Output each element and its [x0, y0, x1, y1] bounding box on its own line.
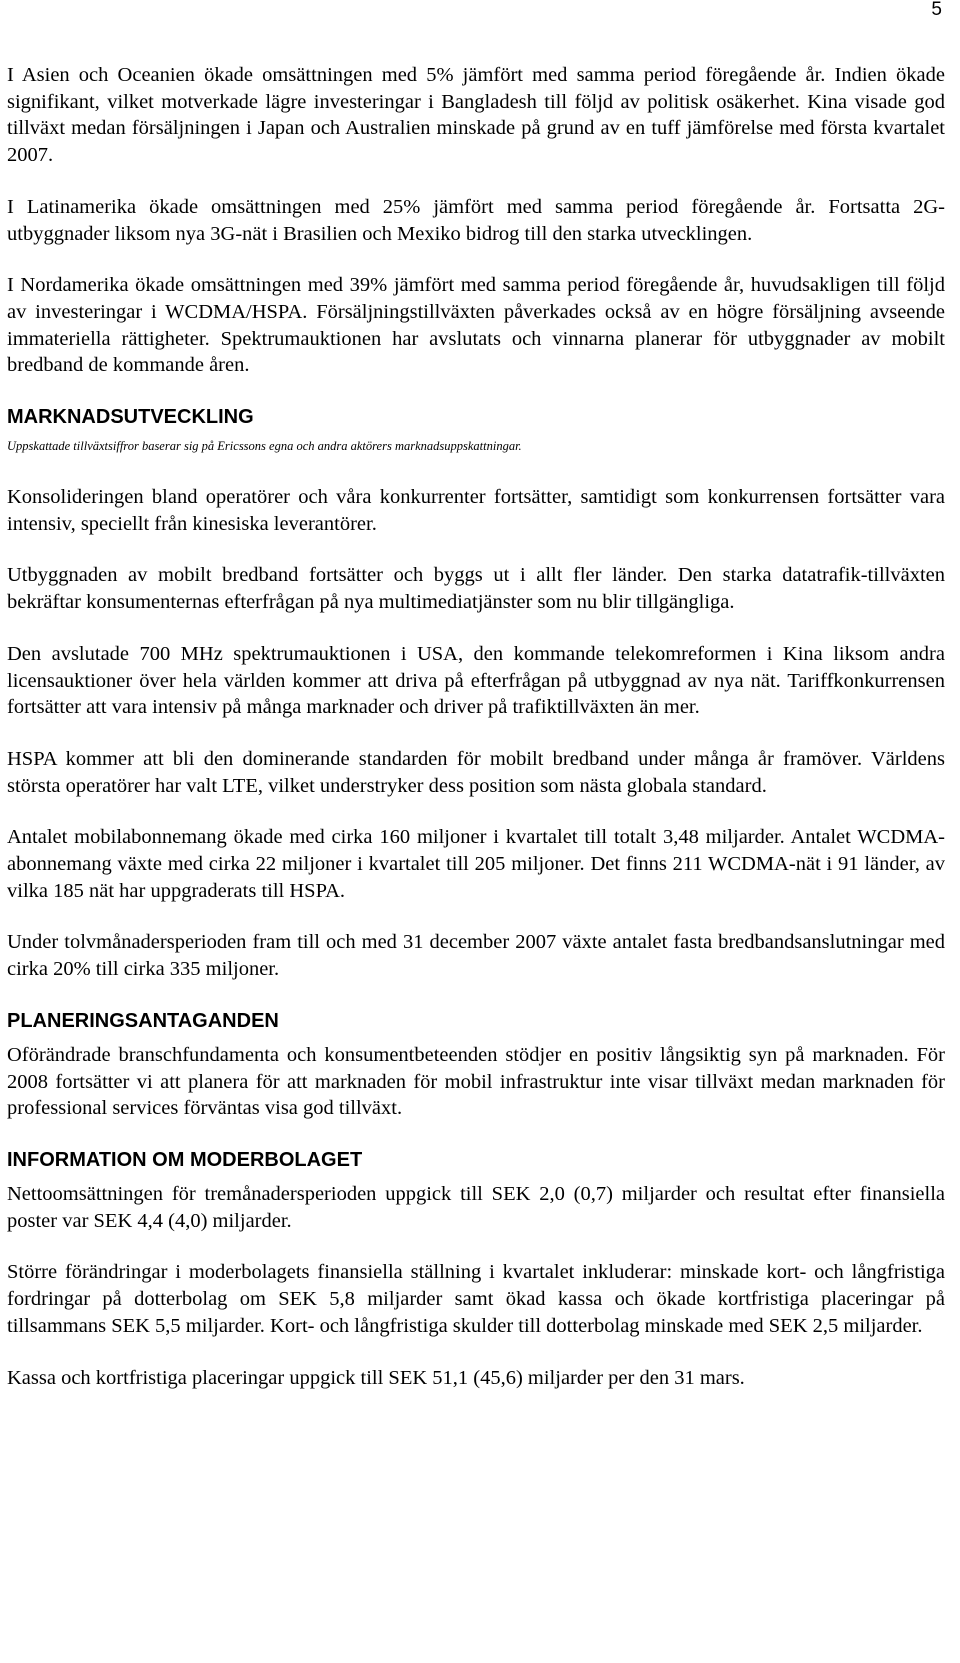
paragraph-subscriptions: Antalet mobilabonnemang ökade med cirka 160 miljoner i kvartalet till totalt 3,48 miljarder. Antalet WCDMA-abonnemang växte med cirka 22 miljoner i kvartalet till 205 miljoner. Det finns 211 WCDMA-nät i 91 länder, av vilka 185 nät har uppgraderats till HSPA. — [7, 826, 945, 902]
heading-planning-assumptions: PLANERINGSANTAGANDEN — [7, 1009, 279, 1032]
market-estimate-note: Uppskattade tillväxtsiffror baserar sig på Ericssons egna och andra aktörers marknadsuppskattningar. — [7, 439, 522, 454]
paragraph-consolidation: Konsolideringen bland operatörer och våra konkurrenter fortsätter, samtidigt som konkurrensen fortsätter vara intensiv, speciellt från kinesiska leverantörer. — [7, 486, 945, 535]
heading-parent-company: INFORMATION OM MODERBOLAGET — [7, 1148, 363, 1171]
paragraph-spectrum-auction: Den avslutade 700 MHz spektrumauktionen i USA, den kommande telekomreformen i Kina liksom andra licensauktioner över hela världen kommer att driva på efterfrågan på utbyggnad av nya nät. Tariffkonkurrensen fortsätter att vara intensiv på många marknader och driver på trafiktillväxten än mer. — [7, 642, 945, 719]
paragraph-north-america: I Nordamerika ökade omsättningen med 39% jämfört med samma period föregående år, huvudsakligen till följd av investeringar i WCDMA/HSPA. Försäljningstillväxten påverkades också av en högre försäljning avseende immateriella rättigheter. Spektrumauktionen har avslutats och vinnarna planerar för utbyggnader av mobilt bredband de kommande åren. — [7, 274, 945, 377]
paragraph-financial-position: Större förändringar i moderbolagets finansiella ställning i kvartalet inkluderar: minskade kort- och långfristiga fordringar på dotterbolag om SEK 5,8 miljarder samt ökad kassa och ökade kortfristiga placeringar på tillsammans SEK 5,5 miljarder. Kort- och långfristiga skulder till dotterbolag minskade med SEK 2,5 miljarder. — [7, 1261, 945, 1337]
paragraph-asia-oceania: I Asien och Oceanien ökade omsättningen med 5% jämfört med samma period föregående år. Indien ökade signifikant, vilket motverkade lägre investeringar i Bangladesh till följd av politisk osäkerhet. Kina visade god tillväxt medan försäljningen i Japan och Australien minskade på grund av en tuff jämförelse med första kvartalet 2007. — [7, 64, 945, 167]
paragraph-planning: Oförändrade branschfundamenta och konsumentbeteenden stödjer en positiv långsiktig syn på marknaden. För 2008 fortsätter vi att planera för att marknaden för mobil infrastruktur inte visar tillväxt medan marknaden för professional services förväntas visa god tillväxt. — [7, 1043, 945, 1120]
paragraph-net-sales: Nettoomsättningen för tremånadersperioden uppgick till SEK 2,0 (0,7) miljarder och resultat efter finansiella poster var SEK 4,4 (4,0) miljarder. — [7, 1182, 945, 1232]
paragraph-latin-america: I Latinamerika ökade omsättningen med 25% jämfört med samma period föregående år. Fortsatta 2G-utbyggnader liksom nya 3G-nät i Brasilien och Mexiko bidrog till den starka utvecklingen. — [7, 195, 945, 245]
page-number: 5 — [931, 0, 942, 20]
paragraph-fixed-broadband: Under tolvmånadersperioden fram till och med 31 december 2007 växte antalet fasta bredbandsanslutningar med cirka 20% till cirka 335 miljoner. — [7, 931, 945, 981]
heading-market-development: MARKNADSUTVECKLING — [7, 406, 254, 429]
paragraph-cash: Kassa och kortfristiga placeringar uppgick till SEK 51,1 (45,6) miljarder per den 31 mars. — [7, 1366, 745, 1389]
document-body — [7, 62, 945, 1416]
paragraph-mobile-broadband: Utbyggnaden av mobilt bredband fortsätter och byggs ut i allt fler länder. Den starka datatrafik-tillväxten bekräftar konsumenternas efterfrågan på nya multimediatjänster som nu blir tillgängliga. — [7, 564, 945, 614]
paragraph-hspa-lte: HSPA kommer att bli den dominerande standarden för mobilt bredband under många år framöver. Världens största operatörer har valt LTE, vilket understryker dess position som nästa globala standard. — [7, 747, 945, 797]
